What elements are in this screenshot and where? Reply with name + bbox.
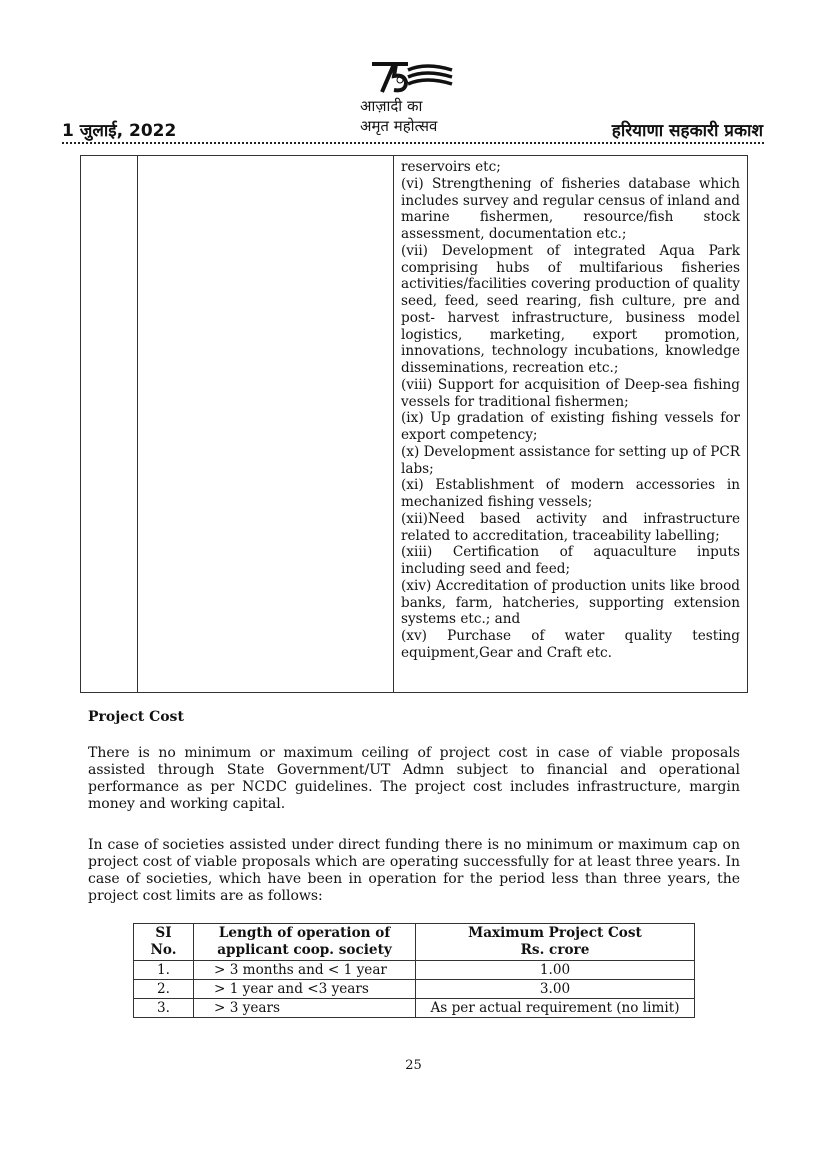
page-number: 25 [405, 1058, 422, 1073]
list-item: (vi) Strengthening of fisheries database which includes survey and regular census of inland and marine fishermen, resource/fish stock assessment, documentation etc.; [401, 175, 740, 242]
cell-length: > 3 months and < 1 year [194, 961, 416, 980]
table-row [134, 980, 695, 999]
header-divider [62, 142, 764, 144]
empty-cell-category [138, 156, 394, 693]
logo-line-2: अमृत महोत्सव [360, 117, 438, 135]
azadi-ka-amrit-mahotsav-logo [352, 58, 472, 136]
table-row [81, 156, 748, 693]
list-item: (xiv) Accreditation of production units like brood banks, farm, hatcheries, supporting extension systems etc.; and [401, 577, 740, 628]
activities-table [80, 155, 748, 693]
publication-title: हरियाणा सहकारी प्रकाश [611, 121, 763, 141]
project-cost-limits-table [133, 923, 695, 1018]
list-item: (xii)Need based activity and infrastructure related to accreditation, traceability labelling; [401, 510, 740, 544]
cell-sl: 2. [134, 980, 194, 999]
list-item: (xv) Purchase of water quality testing equipment,Gear and Craft etc. [401, 628, 740, 661]
column-header-length: Length of operation of applicant coop. society [194, 924, 416, 961]
column-header-max-cost: Maximum Project Cost Rs. crore [416, 924, 695, 961]
list-item: (xiii) Certification of aquaculture inputs including seed and feed; [401, 544, 740, 577]
list-item: (ix) Up gradation of existing fishing vessels for export competency; [401, 410, 740, 443]
list-item: (vii) Development of integrated Aqua Park comprising hubs of multifarious fisheries activities/facilities covering production of quality seed, feed, seed rearing, fish culture, pre and post- harvest infrastructure, business model logistics, marketing, export promotion, innovations, technology incubations, knowledge disseminations, recreation etc.; [401, 242, 740, 376]
cell-cost: 1.00 [416, 961, 695, 980]
cell-length: > 3 years [194, 999, 416, 1018]
table-row [134, 961, 695, 980]
section-heading-project-cost: Project Cost [88, 709, 184, 725]
logo-line-1: आज़ादी का [360, 97, 423, 115]
logo-75-flag-icon [364, 58, 456, 98]
cell-cost: 3.00 [416, 980, 695, 999]
list-item: (xi) Establishment of modern accessories in mechanized fishing vessels; [401, 477, 740, 510]
cell-cost: As per actual requirement (no limit) [416, 999, 695, 1018]
activities-cell [394, 156, 748, 693]
list-item: (x) Development assistance for setting up of PCR labs; [401, 443, 740, 477]
table-row [134, 999, 695, 1018]
column-header-sl: SI No. [134, 924, 194, 961]
cell-sl: 3. [134, 999, 194, 1018]
paragraph-direct-funding: In case of societies assisted under direct funding there is no minimum or maximum cap on project cost of viable proposals which are operating successfully for at least three years. In case of societies, which have been in operation for the period less than three years, the project cost limits are as follows: [88, 837, 740, 904]
paragraph-ceiling: There is no minimum or maximum ceiling of project cost in case of viable proposals assisted through State Government/UT Admn subject to financial and operational performance as per NCDC guidelines. The project cost includes infrastructure, margin money and working capital. [88, 745, 740, 812]
cell-length: > 1 year and <3 years [194, 980, 416, 999]
cell-sl: 1. [134, 961, 194, 980]
list-item: reservoirs etc; [401, 159, 501, 175]
table-header-row [134, 924, 695, 961]
list-item: (viii) Support for acquisition of Deep-sea fishing vessels for traditional fishermen; [401, 376, 740, 410]
issue-date: 1 जुलाई, 2022 [62, 121, 177, 141]
empty-cell-sl [81, 156, 138, 693]
